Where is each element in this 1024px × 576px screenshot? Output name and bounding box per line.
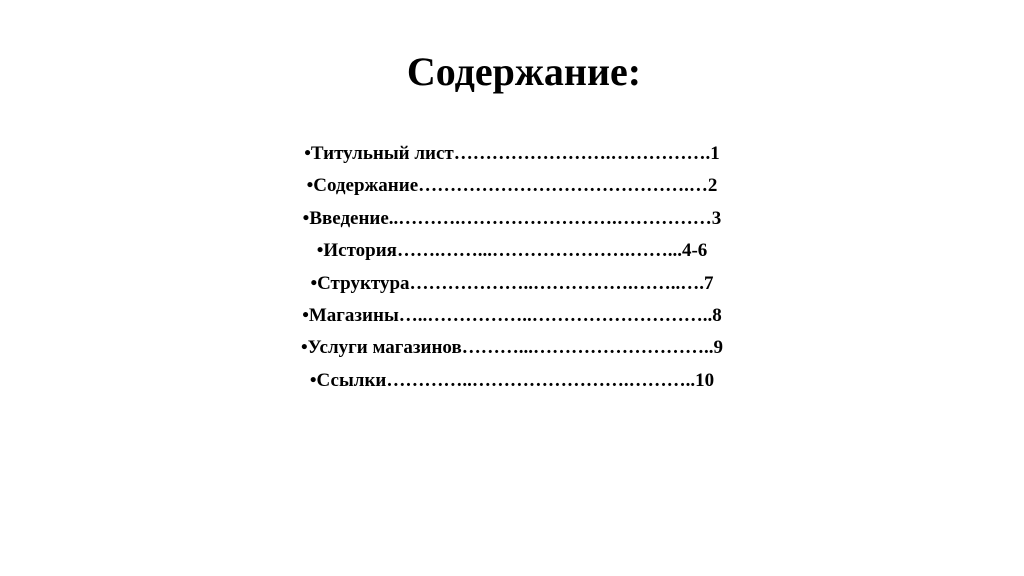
toc-item-shop-services: •Услуги магазинов………...………………………..9	[301, 337, 723, 359]
toc-item-links: •Ссылки…………..…………………….………..10	[309, 369, 715, 391]
table-of-contents	[262, 138, 762, 397]
toc-item-contents: •Содержание…………………………………….…2	[306, 175, 718, 197]
toc-item-history: •История…….……...………………….……...4-6	[316, 240, 708, 262]
toc-item-introduction: •Введение..……….…………………….……………3	[302, 207, 722, 229]
toc-item-structure: •Структура………………..…………….……..….7	[310, 272, 714, 294]
toc-item-shops: •Магазины…..……………..………………………..8	[302, 304, 722, 326]
slide-title: Содержание:	[406, 49, 642, 94]
toc-item-title-page: •Титульный лист…………………….…………….1	[304, 143, 720, 164]
